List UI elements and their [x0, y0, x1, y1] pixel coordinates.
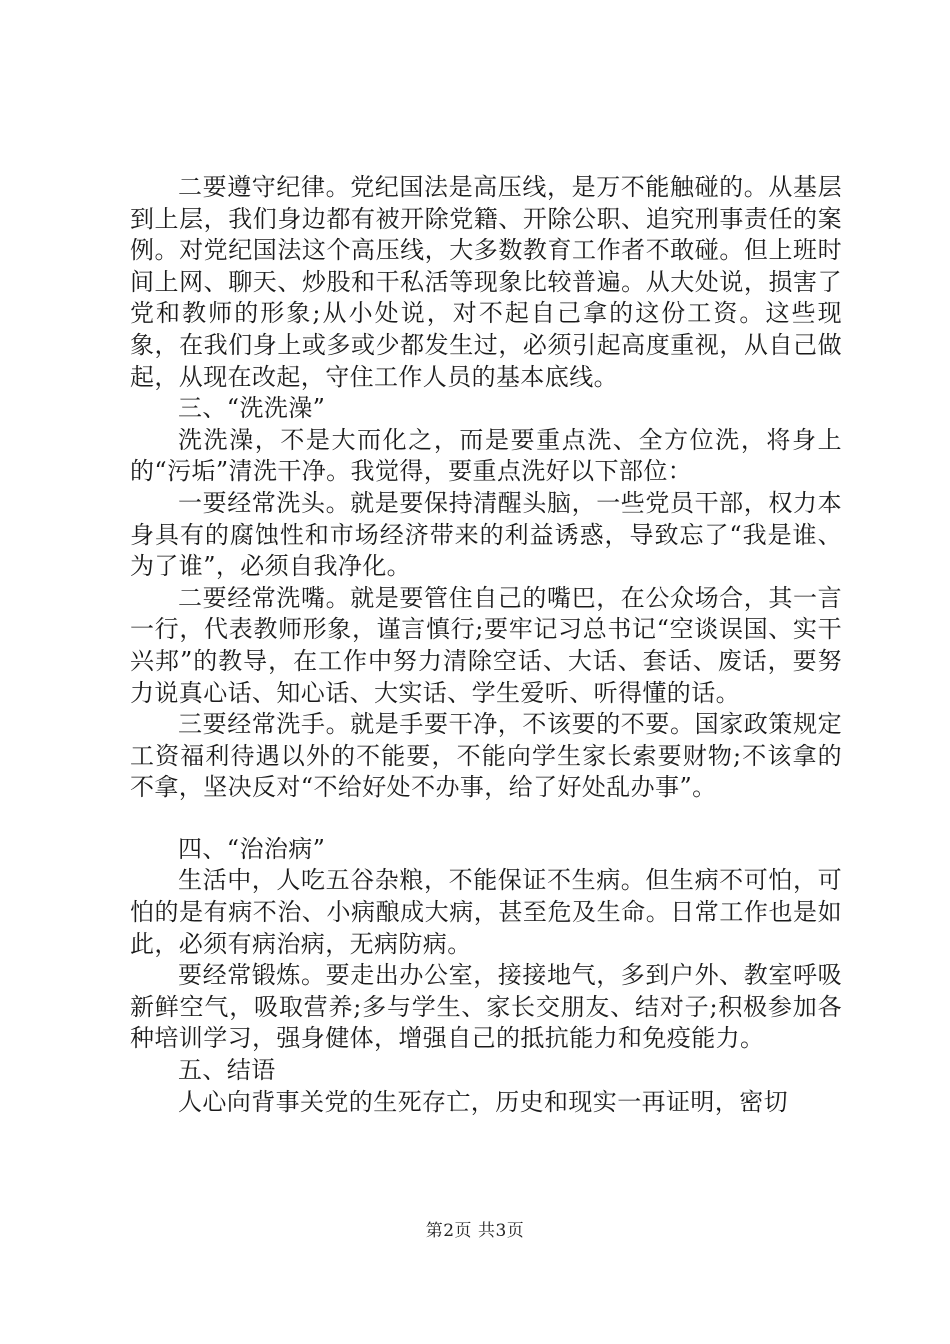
- heading-cure: 四、“治治病”: [178, 834, 326, 863]
- paragraph-conclusion: 人心向背事关党的生死存亡，历史和现实一再证明，密切: [178, 1087, 788, 1116]
- paragraph-cure-intro: 生活中，人吃五谷杂粮，不能保证不生病。但生病不可怕，可怕的是有病不治、小病酿成大病，甚至危及生命。日常工作也是如此，必须有病治病，无病防病。: [130, 866, 842, 958]
- paragraph-wash-mouth: 二要经常洗嘴。就是要管住自己的嘴巴，在公众场合，其一言一行，代表教师形象，谨言慎行;要牢记习总书记“空谈误国、实干兴邦”的教导，在工作中努力清除空话、大话、套话、废话，要努力说真心话、知心话、大实话、学生爱听、听得懂的话。: [130, 583, 842, 707]
- paragraph-bath-intro: 洗洗澡，不是大而化之，而是要重点洗、全方位洗，将身上的“污垢”清洗干净。我觉得，要重点洗好以下部位：: [130, 425, 842, 486]
- paragraph-wash-head: 一要经常洗头。就是要保持清醒头脑，一些党员干部，权力本身具有的腐蚀性和市场经济带来的利益诱惑，导致忘了“我是谁、为了谁”，必须自我净化。: [130, 488, 842, 581]
- paragraph-discipline: 二要遵守纪律。党纪国法是高压线，是万不能触碰的。从基层到上层，我们身边都有被开除党籍、开除公职、追究刑事责任的案例。对党纪国法这个高压线，大多数教育工作者不敢碰。但上班时间上网、聊天、炒股和干私活等现象比较普遍。从大处说，损害了党和教师的形象;从小处说，对不起自己拿的这份工资。这些现象，在我们身上或多或少都发生过，必须引起高度重视，从自己做起，从现在改起，守住工作人员的基本底线。: [130, 173, 842, 391]
- heading-bath: 三、“洗洗澡”: [178, 394, 326, 423]
- heading-conclusion: 五、结语: [178, 1056, 276, 1085]
- document-body: [130, 172, 842, 1118]
- paragraph-wash-hands: 三要经常洗手。就是手要干净，不该要的不要。国家政策规定工资福利待遇以外的不能要，不能向学生家长索要财物;不该拿的不拿，坚决反对“不给好处不办事，给了好处乱办事”。: [130, 710, 842, 802]
- paragraph-exercise: 要经常锻炼。要走出办公室，接接地气，多到户外、教室呼吸新鲜空气，吸取营养;多与学生、家长交朋友、结对子;积极参加各种培训学习，强身健体，增强自己的抵抗能力和免疫能力。: [130, 961, 842, 1053]
- page-footer: 第2页 共3页: [425, 1221, 525, 1241]
